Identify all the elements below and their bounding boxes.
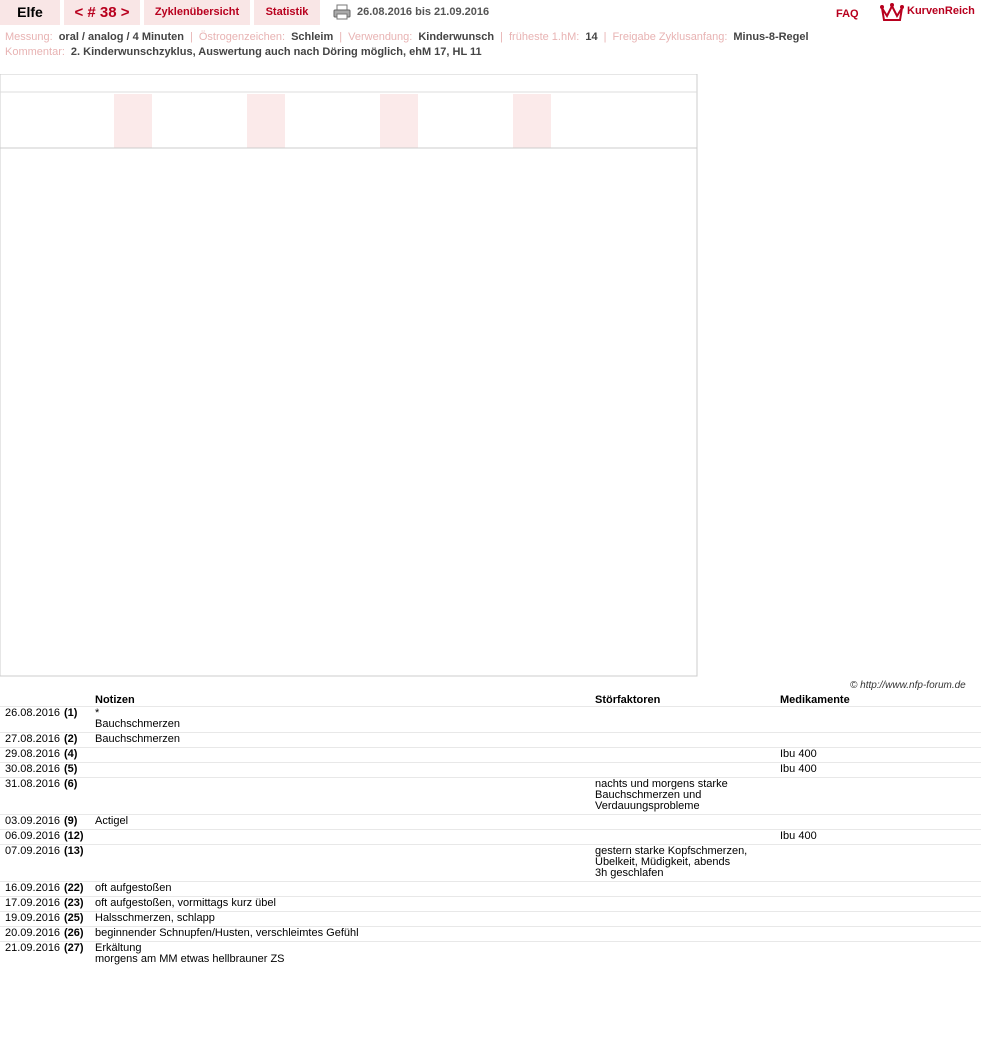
note-stoerfaktor (595, 814, 780, 829)
note-stoerfaktor (595, 911, 780, 926)
notes-row (0, 881, 981, 896)
notes-header-row (0, 690, 981, 706)
weekend-column (380, 94, 399, 148)
note-medication (780, 706, 981, 732)
note-stoerfaktor: gestern starke Kopfschmerzen, Übelkeit, Müdigkeit, abends 3h geschlafen (595, 844, 780, 881)
note-cycle-day: (23) (62, 896, 95, 911)
note-text (95, 829, 595, 844)
note-medication (780, 777, 981, 814)
note-text (95, 762, 595, 777)
hm-value: 14 (585, 31, 598, 43)
note-date: 19.09.2016 (0, 911, 62, 926)
oestrogen-label: Östrogenzeichen: (198, 31, 286, 43)
note-cycle-day: (22) (62, 881, 95, 896)
note-text: * Bauchschmerzen (95, 706, 595, 732)
note-date: 03.09.2016 (0, 814, 62, 829)
notes-row (0, 926, 981, 941)
note-cycle-day: (4) (62, 747, 95, 762)
notes-row (0, 777, 981, 814)
note-medication (780, 911, 981, 926)
note-date: 29.08.2016 (0, 747, 62, 762)
brand-logo[interactable]: KurvenReich (907, 5, 975, 17)
measurement-info: Messung: oral / analog / 4 Minuten | Östrogenzeichen: Schleim | Verwendung: Kinderwunsch | früheste 1.hM: 14 | Freigabe Zyklusanfang: Minus-8-Regel (5, 31, 809, 43)
chart-frame (0, 74, 697, 676)
messung-value: oral / analog / 4 Minuten (58, 31, 184, 43)
note-date: 16.09.2016 (0, 881, 62, 896)
note-cycle-day: (6) (62, 777, 95, 814)
cycle-overview-tab[interactable]: Zyklenübersicht (144, 0, 250, 25)
hm-label: früheste 1.hM: (509, 31, 580, 43)
cycle-selector[interactable]: < # 38 > (64, 0, 140, 25)
weekend-column (133, 94, 152, 148)
note-cycle-day: (13) (62, 844, 95, 881)
note-date: 26.08.2016 (0, 706, 62, 732)
notes-header-notizen: Notizen (95, 693, 135, 706)
note-cycle-day: (25) (62, 911, 95, 926)
note-stoerfaktor (595, 941, 780, 967)
notes-row (0, 844, 981, 881)
note-date: 07.09.2016 (0, 844, 62, 881)
note-stoerfaktor (595, 926, 780, 941)
note-date: 30.08.2016 (0, 762, 62, 777)
note-stoerfaktor (595, 706, 780, 732)
note-medication (780, 941, 981, 967)
faq-link[interactable]: FAQ (836, 8, 859, 20)
note-date: 06.09.2016 (0, 829, 62, 844)
note-text: Bauchschmerzen (95, 732, 595, 747)
notes-header-stoer: Störfaktoren (595, 693, 661, 706)
notes-row (0, 829, 981, 844)
verwendung-label: Verwendung: (348, 31, 413, 43)
note-date: 20.09.2016 (0, 926, 62, 941)
freigabe-label: Freigabe Zyklusanfang: (612, 31, 728, 43)
note-date: 21.09.2016 (0, 941, 62, 967)
note-cycle-day: (1) (62, 706, 95, 732)
note-cycle-day: (9) (62, 814, 95, 829)
note-text: beginnender Schnupfen/Husten, verschleimtes Gefühl (95, 926, 595, 941)
weekend-column (399, 94, 418, 148)
note-date: 17.09.2016 (0, 896, 62, 911)
user-tab[interactable]: Elfe (0, 0, 60, 25)
note-text (95, 844, 595, 881)
note-text: Erkältung morgens am MM etwas hellbrauner ZS (95, 941, 595, 967)
note-text: Actigel (95, 814, 595, 829)
comment-info (5, 46, 482, 58)
notes-row (0, 706, 981, 732)
notes-header-med: Medikamente (780, 693, 850, 706)
note-cycle-day: (12) (62, 829, 95, 844)
note-cycle-day: (26) (62, 926, 95, 941)
note-date: 31.08.2016 (0, 777, 62, 814)
note-cycle-day: (5) (62, 762, 95, 777)
notes-row (0, 814, 981, 829)
note-stoerfaktor: nachts und morgens starke Bauchschmerzen und Verdauungsprobleme (595, 777, 780, 814)
notes-row (0, 747, 981, 762)
messung-label: Messung: (5, 31, 53, 43)
notes-row (0, 762, 981, 777)
notes-row (0, 896, 981, 911)
note-stoerfaktor (595, 829, 780, 844)
note-medication (780, 844, 981, 881)
kommentar-value: 2. Kinderwunschzyklus, Auswertung auch nach Döring möglich, ehM 17, HL 11 (70, 46, 482, 58)
note-medication: Ibu 400 (780, 747, 981, 762)
notes-table (0, 690, 981, 967)
notes-row (0, 911, 981, 926)
kommentar-label: Kommentar: (5, 46, 65, 58)
notes-row (0, 941, 981, 967)
note-stoerfaktor (595, 896, 780, 911)
note-stoerfaktor (595, 732, 780, 747)
note-text: oft aufgestoßen, vormittags kurz übel (95, 896, 595, 911)
note-text: oft aufgestoßen (95, 881, 595, 896)
note-medication (780, 814, 981, 829)
note-text (95, 747, 595, 762)
note-text (95, 777, 595, 814)
oestrogen-value: Schleim (291, 31, 334, 43)
weekend-column (247, 94, 266, 148)
note-stoerfaktor (595, 747, 780, 762)
weekend-column (266, 94, 285, 148)
freigabe-value: Minus-8-Regel (733, 31, 809, 43)
note-cycle-day: (27) (62, 941, 95, 967)
top-navigation (0, 0, 981, 26)
weekend-column (532, 94, 551, 148)
note-stoerfaktor (595, 762, 780, 777)
print-icon[interactable] (333, 4, 351, 20)
note-date: 27.08.2016 (0, 732, 62, 747)
note-medication (780, 732, 981, 747)
notes-row (0, 732, 981, 747)
statistics-tab[interactable]: Statistik (254, 0, 320, 25)
note-medication (780, 896, 981, 911)
note-medication: Ibu 400 (780, 829, 981, 844)
note-medication (780, 881, 981, 896)
note-medication (780, 926, 981, 941)
crown-icon (880, 2, 904, 22)
note-cycle-day: (2) (62, 732, 95, 747)
weekend-column (114, 94, 133, 148)
cycle-chart (0, 74, 700, 678)
note-medication: Ibu 400 (780, 762, 981, 777)
copyright: © http://www.nfp-forum.de (850, 680, 966, 691)
note-text: Halsschmerzen, schlapp (95, 911, 595, 926)
date-range: 26.08.2016 bis 21.09.2016 (357, 6, 490, 18)
weekend-column (513, 94, 532, 148)
note-stoerfaktor (595, 881, 780, 896)
verwendung-value: Kinderwunsch (418, 31, 495, 43)
